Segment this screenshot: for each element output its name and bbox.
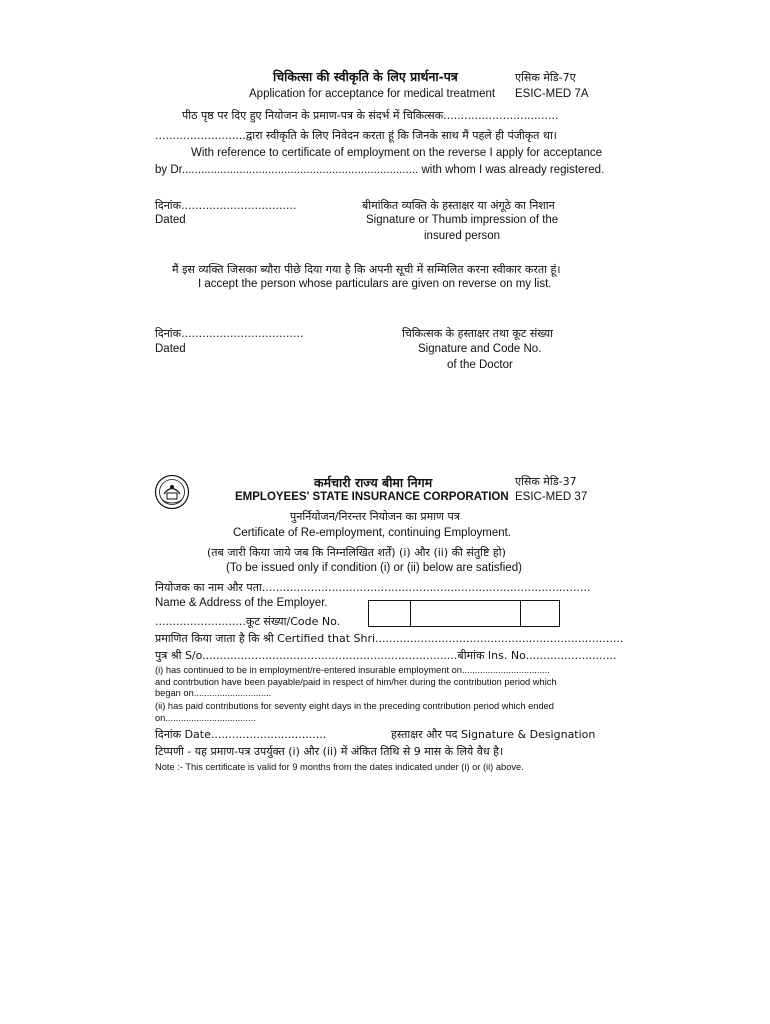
org-name-english: EMPLOYEES' STATE INSURANCE CORPORATION — [235, 491, 509, 503]
form7a-code-hindi: एसिक मेडि-7ए — [515, 71, 576, 84]
clause-i-line1: (i) has continued to be in employment/re-entered insurable employment on.................................. — [155, 665, 550, 675]
reference-hindi-line2: ..........................द्वारा स्वीकृति के लिए निवेदन करता हूं कि जिनके साथ मैं पहले ही पंजीकृत था। — [155, 129, 557, 142]
accept-hindi: मैं इस व्यक्ति जिसका ब्यौरा पीछे दिया गया है कि अपनी सूची में सम्मिलित करना स्वीकार करता हूं। — [172, 263, 561, 276]
condition-hindi: (तब जारी किया जाये जब कि निम्नलिखित शर्तें) (i) और (ii) की संतुष्टि हो) — [207, 546, 506, 559]
code-box-3[interactable] — [521, 601, 559, 626]
form7a-title-hindi: चिकित्सा की स्वीकृति के लिए प्रार्थना-पत्र — [273, 69, 458, 84]
signature-designation-label: हस्ताक्षर और पद Signature & Designation — [391, 728, 596, 741]
employer-code-boxes[interactable] — [368, 600, 560, 627]
clause-ii-line2: on................................... — [155, 713, 256, 723]
form7a-code-english: ESIC-MED 7A — [515, 88, 589, 100]
insured-signature-english: Signature or Thumb impression of the — [366, 214, 559, 226]
form37-code-english: ESIC-MED 37 — [515, 491, 588, 503]
condition-english: (To be issued only if condition (i) or (ii) below are satisfied) — [226, 562, 522, 574]
note-english: Note :- This certificate is valid for 9 months from the dates indicated under (i) or (ii) above. — [155, 762, 524, 772]
esic-logo-emblem — [154, 474, 190, 510]
accept-english: I accept the person whose particulars are given on reverse on my list. — [198, 278, 552, 290]
son-of-line: पुत्र श्री S/o.........................................................................बीमांक Ins. No.......................... — [155, 649, 617, 662]
employer-hindi: नियोजक का नाम और पता.............................................................................................. — [155, 581, 591, 594]
insured-person-label: insured person — [424, 230, 501, 242]
certified-shri-line: प्रमाणित किया जाता है कि श्री Certified that Shri....................................................................... — [155, 632, 624, 645]
code-box-1[interactable] — [369, 601, 411, 626]
date-hindi-1: दिनांक................................. — [155, 199, 297, 212]
form37-code-hindi: एसिक मेडि-37 — [515, 475, 577, 488]
reference-hindi-line1: पीठ पृष्ठ पर दिए हुए नियोजन के प्रमाण-पत्र के संदर्भ में चिकित्सक................................. — [182, 109, 559, 122]
date-hindi-2: दिनांक................................... — [155, 327, 304, 340]
clause-ii-line1: (ii) has paid contributions for seventy eight days in the preceding contribution period which ended — [155, 701, 554, 711]
reference-english-line1: With reference to certificate of employment on the reverse I apply for acceptance — [191, 147, 603, 159]
of-the-doctor-label: of the Doctor — [447, 359, 513, 371]
certificate-title-hindi: पुनर्नियोजन/निरन्तर नियोजन का प्रमाण पत्र — [290, 510, 460, 523]
form7a-title-english: Application for acceptance for medical treatment — [249, 88, 496, 100]
insured-signature-hindi: बीमांकित व्यक्ति के हस्ताक्षर या अंगूठे का निशान — [362, 199, 555, 212]
clause-i-line2: and contrbution have been payable/paid in respect of him/her during the contribution period which — [155, 677, 557, 687]
date-english-1: Dated — [155, 214, 186, 226]
employer-english: Name & Address of the Employer. — [155, 597, 328, 609]
date-english-2: Dated — [155, 343, 186, 355]
reference-english-line2: by Dr.......................................................................... with whom I was already registered. — [155, 164, 605, 176]
doctor-signature-hindi: चिकित्सक के हस्ताक्षर तथा कूट संख्या — [402, 327, 553, 340]
doctor-signature-english: Signature and Code No. — [418, 343, 542, 355]
note-hindi: टिप्पणी - यह प्रमाण-पत्र उपर्युक्त (i) और (ii) में अंकित तिथि से 9 मास के लिये वैध है। — [155, 745, 504, 758]
date-line: दिनांक Date................................. — [155, 728, 327, 741]
certificate-title-english: Certificate of Re-employment, continuing Employment. — [233, 527, 512, 539]
code-box-2[interactable] — [411, 601, 521, 626]
clause-i-line3: began on.............................. — [155, 688, 272, 698]
code-number-label: ..........................कूट संख्या/Code No. — [155, 615, 341, 628]
org-name-hindi: कर्मचारी राज्य बीमा निगम — [314, 475, 433, 490]
